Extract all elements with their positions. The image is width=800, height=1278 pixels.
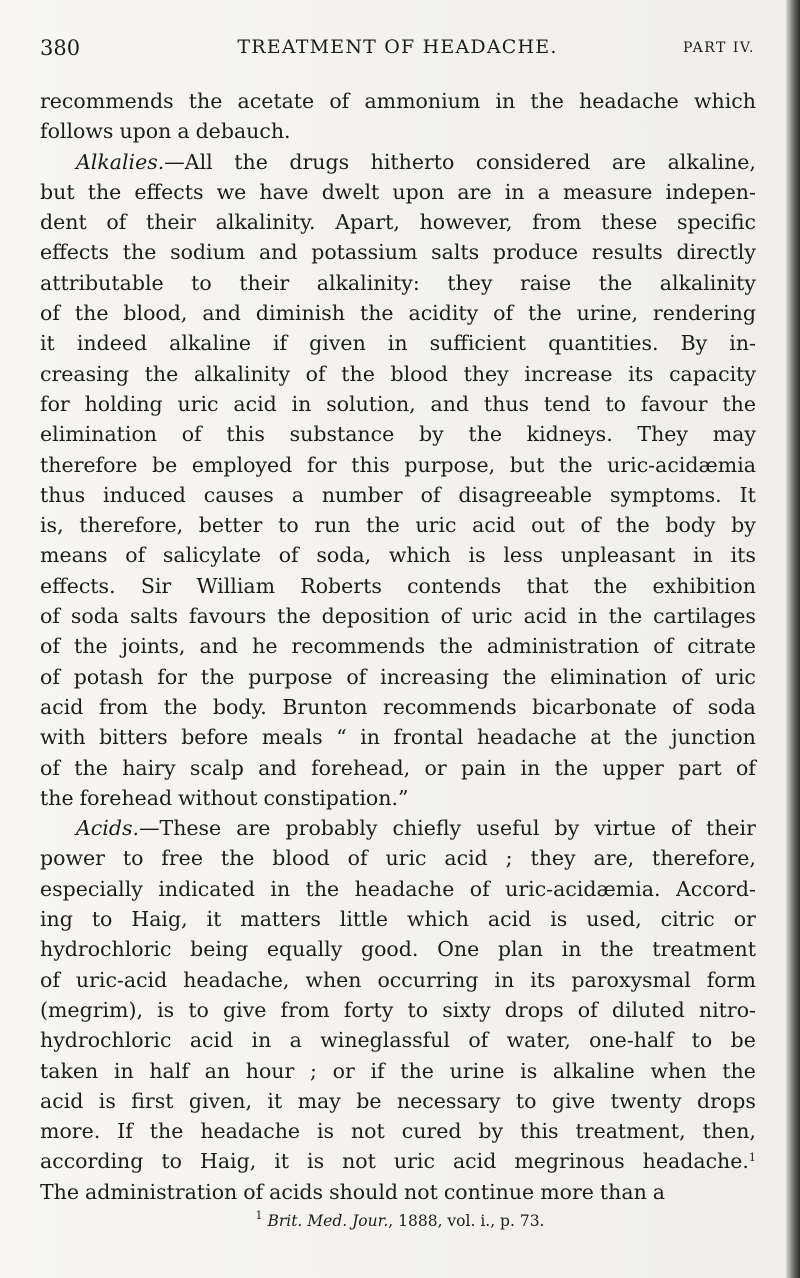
text-line: with bitters before meals “ in frontal headache at the junction [40, 725, 756, 750]
text-line: attributable to their alkalinity: they raise the alkalinity [40, 270, 756, 295]
part-label: PART IV. [683, 40, 755, 56]
text-line: for holding uric acid in solution, and thus tend to favour the [40, 391, 756, 416]
text-line: ing to Haig, it matters little which acid is used, citric or [40, 907, 756, 932]
footnote [0, 1209, 800, 1230]
text-line: of soda salts favours the deposition of uric acid in the cartilages [40, 604, 756, 629]
text-line: therefore be employed for this purpose, but the uric-acidæmia [40, 452, 756, 477]
footnote-journal: Brit. Med. Jour. [267, 1212, 389, 1230]
text-line: of the hairy scalp and forehead, or pain in the upper part of [40, 755, 756, 780]
text-line: recommends the acetate of ammonium in the headache which [40, 89, 756, 113]
text-line: acid is first given, it may be necessary to give twenty drops [40, 1088, 756, 1113]
page-number: 380 [40, 36, 81, 60]
text-line: especially indicated in the headache of uric-acidæmia. Accord- [40, 876, 756, 901]
footnote-reference: 1 [748, 1151, 756, 1165]
text-line: but the effects we have dwelt upon are in a measure indepen- [40, 179, 756, 204]
text-line: creasing the alkalinity of the blood they increase its capacity [40, 361, 756, 386]
footnote-marker: 1 [255, 1209, 263, 1222]
text-line: of uric-acid headache, when occurring in its paroxysmal form [40, 967, 756, 992]
text-line: it indeed alkaline if given in sufficient quantities. By in- [40, 331, 756, 356]
footnote-citation: , 1888, vol. i., p. 73. [388, 1212, 545, 1230]
text-line: Acids.—These are probably chiefly useful by virtue of their [76, 816, 756, 841]
text-line: (megrim), is to give from forty to sixty drops of diluted nitro- [40, 997, 756, 1022]
page-header [40, 36, 755, 66]
text-line: the forehead without constipation.” [40, 785, 409, 810]
body-text [40, 86, 756, 1207]
text-line: according to Haig, it is not uric acid megrinous headache.$^1$ [40, 1149, 756, 1174]
text-line: acid from the body. Brunton recommends bicarbonate of soda [40, 694, 756, 719]
text-line: elimination of this substance by the kidneys. They may [40, 422, 756, 447]
text-line: thus induced causes a number of disagreeable symptoms. It [40, 482, 756, 507]
text-line: effects the sodium and potassium salts produce results directly [40, 240, 756, 265]
text-line: hydrochloric acid in a wineglassful of water, one-half to be [40, 1028, 756, 1053]
text-line: The administration of acids should not continue more than a [40, 1179, 666, 1204]
text-line: of the blood, and diminish the acidity of the urine, rendering [40, 301, 756, 326]
text-line: dent of their alkalinity. Apart, however, from these specific [40, 210, 756, 235]
text-line: taken in half an hour ; or if the urine is alkaline when the [40, 1058, 756, 1083]
text-line: of the joints, and he recommends the administration of citrate [40, 634, 756, 659]
text-line: effects. Sir William Roberts contends that the exhibition [40, 573, 756, 598]
text-line: means of salicylate of soda, which is less unpleasant in its [40, 543, 756, 568]
text-line: is, therefore, better to run the uric acid out of the body by [40, 513, 756, 538]
text-line: more. If the headache is not cured by this treatment, then, [40, 1119, 756, 1144]
text-line: power to free the blood of uric acid ; they are, therefore, [40, 846, 756, 871]
page-binding-edge [786, 0, 800, 1278]
text-line: Alkalies.—All the drugs hitherto considered are alkaline, [76, 149, 756, 174]
text-line: of potash for the purpose of increasing the elimination of uric [40, 664, 756, 689]
running-title: TREATMENT OF HEADACHE. [237, 36, 558, 58]
text-line: hydrochloric being equally good. One plan in the treatment [40, 937, 756, 962]
text-line: follows upon a debauch. [40, 119, 291, 144]
